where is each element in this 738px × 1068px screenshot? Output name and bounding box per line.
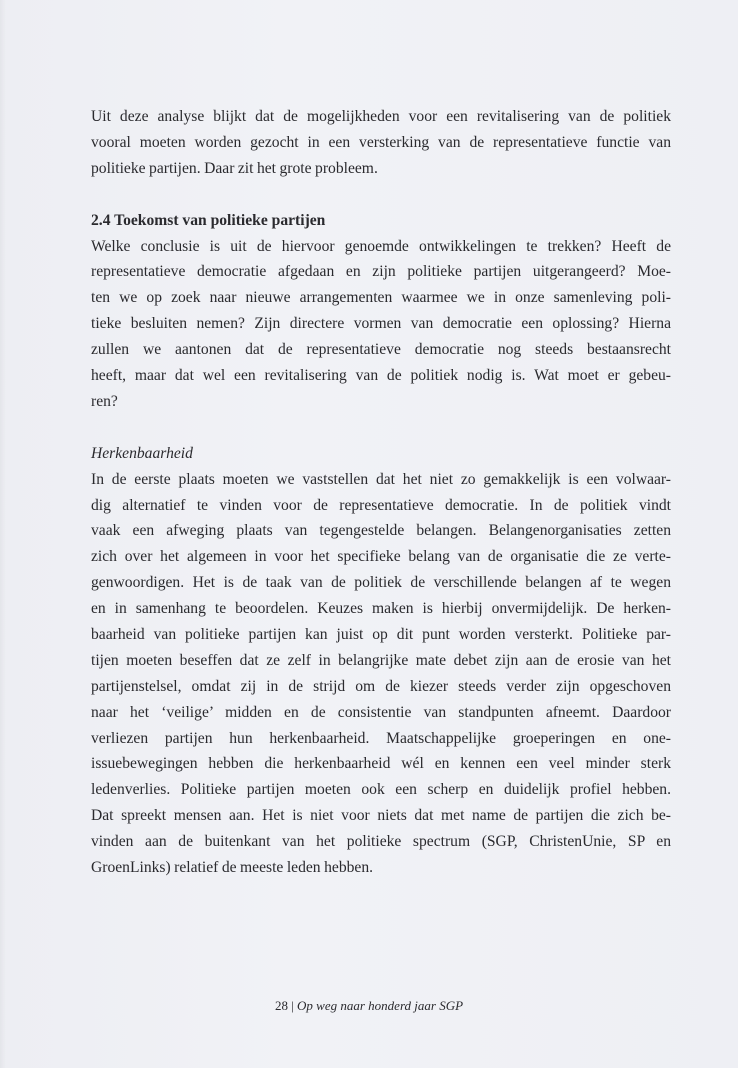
text-line: zich over het algemeen in voor het specifieke belang van de organisatie die ze verte- — [91, 548, 671, 566]
section-paragraph — [91, 234, 671, 415]
body-text — [91, 104, 671, 881]
text-line: zullen we aantonen dat de representatieve democratie nog steeds bestaansrecht — [91, 341, 671, 359]
text-line: ledenverlies. Politieke partijen moeten ook een scherp en duidelijk profiel hebben. — [91, 781, 671, 799]
page-number: 28 — [274, 998, 288, 1013]
text-line: baarheid van politieke partijen kan juist op dit punt worden versterkt. Politieke par- — [91, 626, 671, 644]
text-line: tijen moeten beseffen dat ze zelf in belangrijke mate debet zijn aan de erosie van het — [91, 651, 671, 669]
text-line: GroenLinks) relatief de meeste leden hebben. — [91, 859, 374, 877]
subsection-heading: Herkenbaarheid — [91, 444, 193, 462]
text-line: Dat spreekt mensen aan. Het is niet voor niets dat met name de partijen die zich be- — [91, 807, 671, 825]
text-line: dig alternatief te vinden voor de representatieve democratie. In de politiek vindt — [91, 496, 671, 514]
subsection-paragraph — [91, 467, 671, 881]
text-line: en in samenhang te beoordelen. Keuzes maken is hierbij onvermijdelijk. De herken- — [91, 600, 671, 618]
text-line: partijenstelsel, omdat zij in de strijd om de kiezer steeds verder zijn opgeschoven — [91, 677, 671, 695]
text-line: Welke conclusie is uit de hiervoor genoemde ontwikkelingen te trekken? Heeft de — [91, 237, 671, 255]
page-left-edge — [0, 0, 6, 1068]
text-line: heeft, maar dat wel een revitalisering van de politiek nodig is. Wat moet er gebeu- — [91, 367, 671, 385]
footer-separator: | — [291, 998, 294, 1013]
page-footer — [0, 998, 738, 1014]
text-line: verliezen partijen hun herkenbaarheid. Maatschappelijke groeperingen en one- — [91, 729, 671, 747]
text-line: naar het ‘veilige’ midden en de consistentie van standpunten afneemt. Daardoor — [91, 703, 671, 721]
text-line: vaak een afweging plaats van tegengestelde belangen. Belangenorganisaties zetten — [91, 522, 671, 540]
text-line: In de eerste plaats moeten we vaststellen dat het niet zo gemakkelijk is een volwaar- — [91, 470, 671, 488]
text-line: Uit deze analyse blijkt dat de mogelijkheden voor een revitalisering van de politiek — [91, 108, 671, 125]
paragraph-gap — [91, 415, 671, 441]
text-line: vinden aan de buitenkant van het politieke spectrum (SGP, ChristenUnie, SP en — [91, 833, 671, 851]
text-line: ten we op zoek naar nieuwe arrangementen waarmee we in onze samenleving poli- — [91, 289, 671, 307]
text-line: genwoordigen. Het is de taak van de politiek de verschillende belangen af te wegen — [91, 574, 671, 592]
text-line: politieke partijen. Daar zit het grote probleem. — [91, 159, 378, 177]
text-line: representatieve democratie afgedaan en zijn politieke partijen uitgerangeerd? Moe- — [91, 263, 671, 281]
text-line: tieke besluiten nemen? Zijn directere vormen van democratie een oplossing? Hierna — [91, 315, 671, 333]
intro-paragraph — [91, 104, 671, 182]
text-line: issuebewegingen hebben die herkenbaarheid wél en kennen een veel minder sterk — [91, 755, 671, 773]
book-title: Op weg naar honderd jaar SGP — [297, 998, 464, 1013]
text-line: ren? — [91, 392, 118, 410]
section-heading: 2.4 Toekomst van politieke partijen — [91, 211, 326, 229]
paragraph-gap — [91, 182, 671, 208]
text-line: vooral moeten worden gezocht in een versterking van de representatieve functie van — [91, 133, 671, 151]
